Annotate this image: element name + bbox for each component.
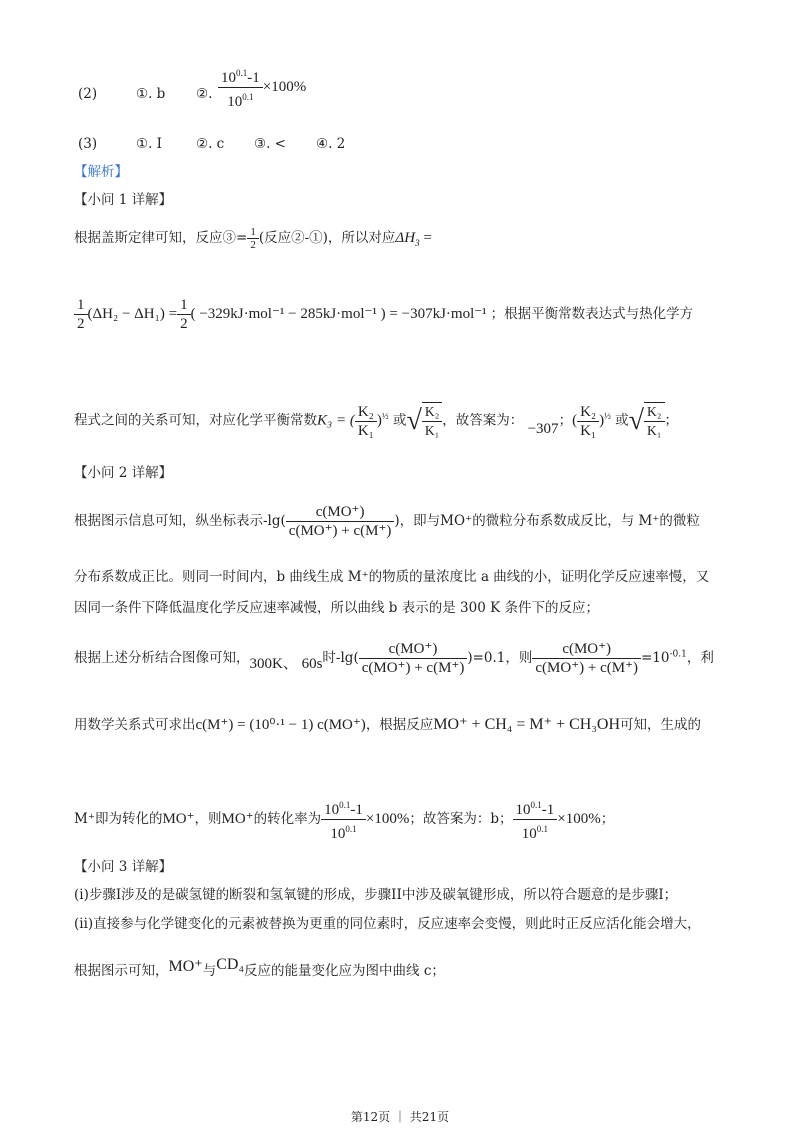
reaction: MO⁺ + CH₄ = M⁺ + CH₃OH (433, 716, 620, 733)
section-2-title: 【小问 2 详解】 (74, 465, 173, 481)
distribution-fraction (286, 503, 395, 540)
paren-close: ) (376, 412, 382, 429)
s1-l3-text: 程式之间的关系可知，对应化学平衡常数 (74, 412, 317, 429)
s3-l3-tail: 反应的能量变化应为图中曲线 c； (244, 963, 445, 979)
page-footer: 第12页 ｜ 共21页 (350, 1110, 450, 1124)
half-fraction-3 (177, 296, 191, 333)
k2: K₂ (355, 403, 377, 422)
num-base: 10 (515, 802, 531, 818)
s2-l5-text3: 可知，生成的 (620, 717, 701, 733)
cd4: CD₄ (216, 956, 245, 973)
half-fraction (247, 226, 259, 251)
s2-l4-eq: =10 (641, 650, 670, 666)
s2-l5-text: 用数学关系式可求出 (74, 717, 196, 733)
s3-line3 (74, 956, 445, 980)
dh3-sub: 3 (415, 238, 420, 248)
half-num: 1 (247, 226, 259, 239)
s2-l4-tail: ，利 (686, 650, 714, 666)
dh3-base: ΔH (395, 230, 416, 246)
den: c(MO⁺) + c(M⁺) (361, 660, 465, 676)
s2-line5 (74, 716, 701, 734)
s1-l1-text: 根据盖斯定律可知，反应③= (74, 230, 248, 246)
mo-ion: MO⁺ (162, 811, 195, 827)
s2-l1-text: 根据图示信息可知，纵坐标表示-lg( (74, 513, 286, 529)
times-100-2: ×100% (557, 811, 601, 827)
answer-is: ，故答案为： (442, 412, 524, 429)
s2-l6-rate: 的转化率为 (253, 811, 322, 827)
answer-3-part4: ④. 2 (316, 136, 346, 152)
s3-line1: (i)步骤I涉及的是碳氢键的断裂和氢氧键的形成，步骤II中涉及碳氧键形成，所以符合题意的是步骤I； (74, 887, 678, 903)
s3-l3-text: 根据图示可知， (74, 963, 169, 979)
conversion-fraction-2 (321, 796, 366, 843)
mo-ion-2: MO⁺ (221, 811, 254, 827)
answer-2-part2: ②. (196, 86, 213, 102)
s2-l5-text2: ，根据反应 (365, 717, 434, 733)
dh-diff-expr: (ΔH₂ − ΔH₁) = (87, 306, 178, 322)
s2-line2: 分布系数成正比。则同一时间内，b 曲线生成 M⁺的物质的量浓度比 a 曲线的小，证明化学反应速率慢，又 (74, 569, 710, 585)
sep: ； (558, 412, 573, 429)
k3-expr: K₃ = ( (317, 412, 355, 429)
s1-line1 (74, 226, 432, 252)
num-base: 10 (324, 802, 340, 818)
answer-3-part2: ②. c (196, 136, 225, 152)
num: c(MO⁺) (286, 503, 395, 522)
s3-line2: (ii)直接参与化学键变化的元素被替换为更重的同位素时，反应速率会变慢，则此时正反应活化能会增大， (74, 916, 701, 932)
analysis-tag: 【解析】 (74, 164, 128, 180)
answer-value: −307 (527, 420, 559, 437)
s1-line2 (74, 296, 693, 333)
section-3-title: 【小问 3 详解】 (74, 859, 173, 875)
answer-3-part3: ③. < (254, 136, 286, 152)
s2-l4-text2: 时-lg( (322, 650, 359, 666)
k1: K₁ (424, 423, 440, 438)
den-base: 10 (330, 826, 346, 842)
num-exp: 0.1 (339, 800, 351, 810)
dh-value-expr: ( −329kJ·mol⁻¹ − 285kJ·mol⁻¹ ) = −307kJ·mol⁻¹ (190, 306, 487, 322)
or-word-2: 或 (615, 412, 629, 429)
half-num: 1 (177, 296, 191, 315)
sqrt-ratio-2: √ $\frac{\text{K₂}}{\text{K₁}}$ (629, 402, 665, 440)
num: c(MO⁺) (359, 640, 468, 659)
half-fraction-2 (74, 296, 88, 333)
k-ratio (355, 403, 377, 440)
num-tail: -1 (350, 802, 363, 818)
times-100: ×100% (365, 811, 410, 827)
with-word: 与 (202, 963, 217, 979)
s1-l2-tail: ；根据平衡常数表达式与热化学方 (490, 306, 694, 322)
dh3-eq: = (419, 230, 432, 246)
distribution-fraction-3 (532, 640, 641, 677)
end: ； (664, 412, 679, 429)
dh3 (395, 230, 419, 246)
answer-3-label: (3) (78, 136, 98, 152)
half-den: 2 (250, 239, 256, 251)
s2-l6-answer: ；故答案为：b； (409, 811, 513, 827)
s2-l4-text3: )=0.1，则 (467, 650, 533, 666)
distribution-fraction-2 (359, 640, 468, 677)
den-exp: 0.1 (242, 92, 254, 102)
answer-2-fraction (218, 64, 306, 111)
condition: 300K、 60s (249, 656, 323, 672)
den-exp: 0.1 (536, 824, 549, 834)
sqrt-ratio: √ $\frac{\text{K₂}}{\text{K₁}}$ (406, 402, 442, 440)
s1-line3: 程式之间的关系可知，对应化学平衡常数K₃ = ( $\frac{\text{K₂}}{\text{K₁}}$ )$^{\frac{1}{2}}$ 或√ $\frac{\text{K₂}}{\text{K₁}}$ ，故答案为： −307；( $\frac{\text{K₂}}{\text{K₁}}$ )$^{\frac{1}{2}}$ 或√ $\frac{\text{K₂}}{\text{K₁}}$ ； (74, 403, 679, 439)
answer-3-part1: ①. I (136, 136, 163, 152)
exp-half: ½ (381, 411, 389, 421)
s2-l4-text: 根据上述分析结合图像可知， (74, 650, 250, 666)
den: c(MO⁺) + c(M⁺) (535, 660, 638, 676)
conversion-fraction (218, 64, 263, 111)
s2-l1-text2: )，即与MO⁺的微粒分布系数成反比，与 M⁺的微粒 (394, 513, 700, 529)
s2-l4-exp: -0.1 (669, 649, 687, 660)
conversion-fraction-3 (513, 796, 558, 843)
s2-l6-end: ； (600, 811, 615, 827)
mo-ion-3: MO⁺ (168, 958, 203, 975)
s2-line1 (74, 503, 700, 540)
answer-2-label: (2) (78, 86, 98, 102)
s2-l6-text: M⁺即为转化的 (74, 811, 163, 827)
k-ratio-2 (577, 403, 599, 440)
den-base: 10 (521, 826, 537, 842)
k2: K₂ (577, 403, 599, 422)
half-num: 1 (74, 296, 88, 315)
or-word: 或 (392, 412, 407, 429)
num: c(MO⁺) (532, 640, 641, 659)
s1-l1-text2: (反应②-①)，所以对应 (258, 230, 396, 246)
k1: K₁ (357, 422, 374, 439)
half-den: 2 (77, 316, 85, 332)
k1: K₁ (580, 422, 597, 439)
s2-line3: 因同一条件下降低温度化学反应速率减慢，所以曲线 b 表示的是 300 K 条件下的反应； (74, 600, 599, 616)
s2-line4 (74, 640, 714, 677)
k2: K₂ (422, 403, 442, 422)
answer-2-part1: ①. b (136, 86, 166, 102)
den-exp: 0.1 (345, 824, 357, 834)
num-exp: 0.1 (236, 68, 248, 78)
num-base: 10 (221, 70, 236, 86)
den: c(MO⁺) + c(M⁺) (288, 523, 392, 539)
times-100: ×100% (262, 79, 307, 95)
num-tail: -1 (541, 802, 555, 818)
den-base: 10 (227, 94, 243, 110)
section-1-title: 【小问 1 详解】 (74, 192, 173, 208)
cm-expr: c(M⁺) = (10⁰·¹ − 1) c(MO⁺) (195, 717, 366, 733)
num-exp: 0.1 (530, 800, 542, 810)
num-tail: -1 (247, 70, 260, 86)
half-den: 2 (180, 316, 188, 332)
s2-l6-then: ，则 (194, 811, 222, 827)
s2-line6 (74, 796, 614, 843)
